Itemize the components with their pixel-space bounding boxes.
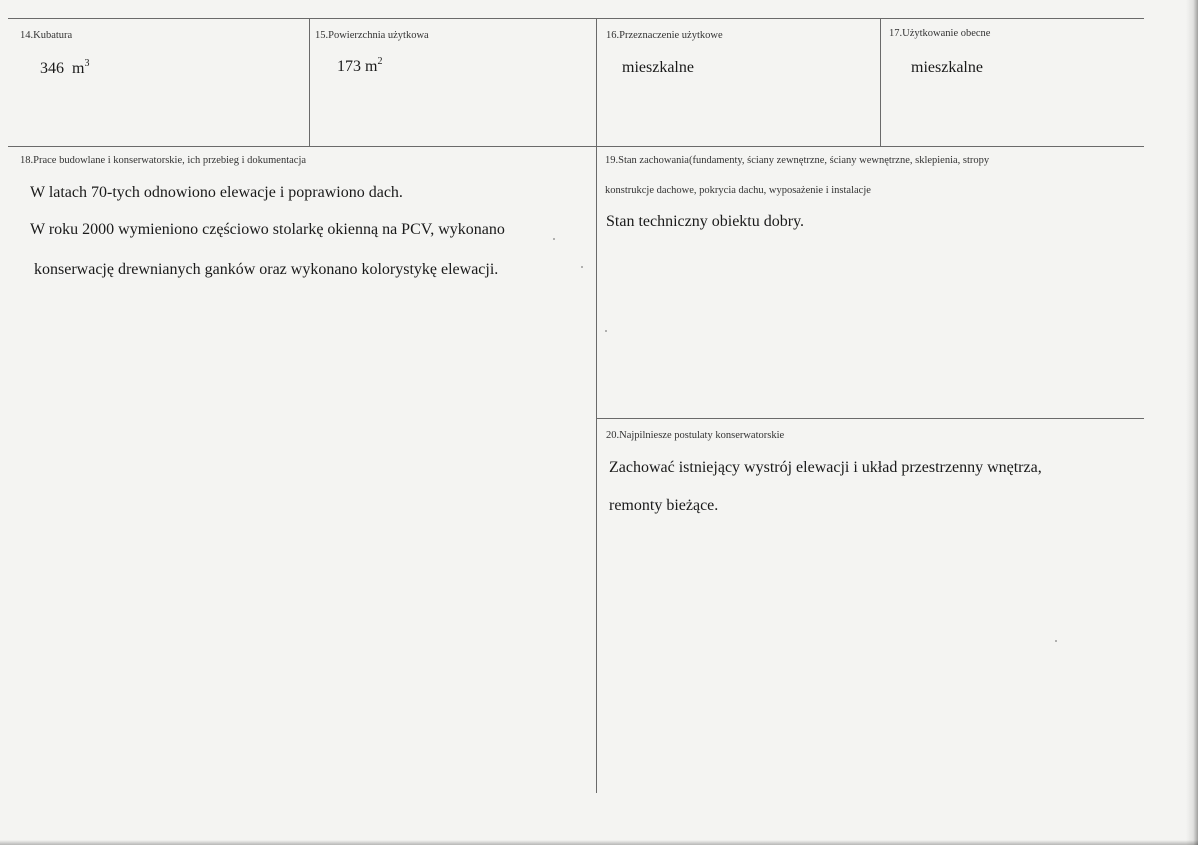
powierzchnia-label: 15.Powierzchnia użytkowa: [315, 30, 429, 41]
stan-value: Stan techniczny obiektu dobry.: [606, 213, 805, 230]
right-column-divider-line: [596, 418, 1144, 419]
col-divider-3: [880, 18, 881, 146]
scan-speck: [605, 330, 607, 332]
col-divider-1: [309, 18, 310, 146]
row-divider-line: [8, 146, 1144, 147]
prace-line-2: W roku 2000 wymieniono częściowo stolarkę okienną na PCV, wykonano: [30, 221, 505, 238]
postulaty-label: 20.Najpilniesze postulaty konserwatorskie: [606, 430, 785, 441]
przeznaczenie-label: 16.Przeznaczenie użytkowe: [606, 30, 723, 41]
postulaty-line-1: Zachować istniejący wystrój elewacji i układ przestrzenny wnętrza,: [609, 459, 1042, 476]
stan-label-line-1: 19.Stan zachowania(fundamenty, ściany zewnętrzne, ściany wewnętrzne, sklepienia, stropy: [605, 155, 990, 166]
postulaty-line-2: remonty bieżące.: [609, 497, 719, 514]
powierzchnia-value: [337, 58, 382, 76]
uzytkowanie-label: 17.Użytkowanie obecne: [889, 28, 991, 39]
kubatura-value: [40, 60, 89, 78]
scan-speck: [553, 238, 555, 240]
top-border-line: [8, 18, 1144, 19]
kubatura-unit-exponent: 3: [84, 58, 90, 69]
kubatura-unit: m: [72, 60, 85, 77]
scan-shadow-bottom: [0, 840, 1198, 845]
uzytkowanie-value: mieszkalne: [911, 59, 983, 76]
powierzchnia-number: 173: [337, 58, 361, 75]
prace-line-1: W latach 70-tych odnowiono elewacje i poprawiono dach.: [30, 184, 403, 201]
stan-label-line-2: konstrukcje dachowe, pokrycia dachu, wyposażenie i instalacje: [605, 185, 871, 196]
powierzchnia-unit-exponent: 2: [377, 56, 383, 67]
scan-shadow-right: [1186, 0, 1198, 845]
kubatura-number: 346: [40, 60, 64, 77]
prace-label: 18.Prace budowlane i konserwatorskie, ich przebieg i dokumentacja: [20, 155, 307, 166]
col-divider-2: [596, 18, 597, 793]
prace-line-3: konserwację drewnianych ganków oraz wykonano kolorystykę elewacji.: [34, 261, 499, 278]
przeznaczenie-value: mieszkalne: [622, 59, 694, 76]
scan-speck: [581, 266, 583, 268]
scan-speck: [1055, 640, 1057, 642]
powierzchnia-unit: m: [365, 58, 378, 75]
kubatura-label: 14.Kubatura: [20, 30, 73, 41]
